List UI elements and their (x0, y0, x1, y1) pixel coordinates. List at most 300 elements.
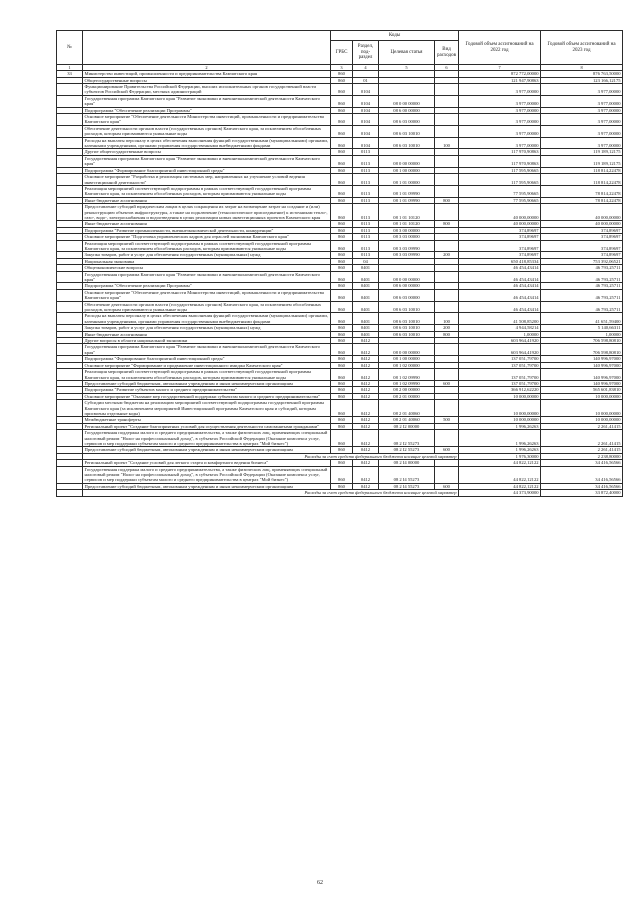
cell-name: Подпрограмма "Развитие промышленности, внешнеэкономической деятельности, конкуренции" (83, 227, 331, 233)
cell-name: Межбюджетные трансферты (83, 417, 331, 423)
cell-name: Государственная поддержка малого и среднего предпринимательства, а также физических лиц, применяющих специальный налоговый режим "Налог на профессиональный доход", в субъектах Российской Федерации (Оказание комплекса услуг, сервисов и мер поддержки субъектам малого и среднего предпринимательства в центрах "Мой бизнес") (83, 430, 331, 447)
cell-grbs: 860 (331, 400, 353, 417)
cell-rz: 0113 (353, 149, 379, 155)
cell-no (57, 271, 83, 283)
cell-name: Иные бюджетные ассигнования (83, 221, 331, 227)
cell-name: Подпрограмма "Развитие субъектов малого и среднего предпринимательства" (83, 387, 331, 393)
cell-v22: 44 822,12122 (459, 483, 541, 489)
cell-name: Министерство инвестиций, промышленности и предпринимательства Камчатского края (83, 71, 331, 77)
cell-rz: 0412 (353, 369, 379, 381)
cell-cs: 08 2 I2 55273 (379, 447, 435, 453)
cell-grbs: 860 (331, 221, 353, 227)
cell-v23: 119 189,12175 (541, 155, 623, 167)
cell-name: Субсидии местным бюджетам на реализацию мероприятий соответствующей подпрограммы государственной программы Камчатского края (за исключением мероприятий Инвестиционной программы Камчатского края и субсидий, которым присвоены отдельные коды) (83, 400, 331, 417)
cell-cs: 08 2 I2 55273 (379, 430, 435, 447)
cell-grbs: 860 (331, 155, 353, 167)
cell-name: Расходы за счет средств федерального бюджета носящие целевой характер (83, 490, 459, 496)
cell-v23: 10 000,00000 (541, 393, 623, 399)
cell-no (57, 137, 83, 149)
cell-grbs: 860 (331, 460, 353, 466)
table-row (57, 400, 623, 417)
col-number: 8 (541, 65, 623, 71)
cell-cs: 08 2 01 40060 (379, 400, 435, 417)
cell-v22: 10 000,00000 (459, 417, 541, 423)
table-row (57, 204, 623, 221)
cell-rz: 0104 (353, 125, 379, 137)
cell-grbs: 860 (331, 466, 353, 483)
cell-no (57, 369, 83, 381)
cell-name: Функционирование Правительства Российской Федерации, высших исполнительных органов государственной власти субъектов Российской Федерации, местных администраций (83, 84, 331, 96)
cell-v22: 374,89697 (459, 240, 541, 252)
cell-rz: 0412 (353, 362, 379, 368)
cell-name: Национальная экономика (83, 258, 331, 264)
cell-vr: 500 (435, 417, 459, 423)
table-row (57, 393, 623, 399)
cell-v23: 2 261,41415 (541, 447, 623, 453)
cell-name: Государственная программа Камчатского края "Развитие экономики и внешнеэкономической деятельности Камчатского края" (83, 95, 331, 107)
cell-grbs: 860 (331, 369, 353, 381)
cell-vr (435, 174, 459, 186)
cell-grbs: 860 (331, 283, 353, 289)
header-vol-2023: Годовой объем ассигнований на 2023 год (541, 31, 623, 65)
cell-rz: 0113 (353, 240, 379, 252)
cell-v23: 10 000,00000 (541, 417, 623, 423)
cell-cs: 08 0 00 00000 (379, 95, 435, 107)
cell-v22: 3 977,00000 (459, 95, 541, 107)
cell-name: Закупка товаров, работ и услуг для обеспечения государственных (муниципальных) нужд (83, 325, 331, 331)
cell-grbs: 860 (331, 258, 353, 264)
table-row (57, 137, 623, 149)
cell-no (57, 174, 83, 186)
table-row (57, 149, 623, 155)
table-row (57, 289, 623, 301)
cell-vr: 600 (435, 380, 459, 386)
cell-rz: 0412 (353, 466, 379, 483)
cell-no (57, 301, 83, 313)
cell-name: Подпрограмма "Обеспечение реализации Программы" (83, 283, 331, 289)
cell-no: 33 (57, 71, 83, 77)
cell-v23: 753 392,06521 (541, 258, 623, 264)
cell-v23: 123 166,12175 (541, 77, 623, 83)
cell-vr: 200 (435, 252, 459, 258)
cell-cs: 08 2 01 40060 (379, 417, 435, 423)
table-row (57, 252, 623, 258)
cell-name: Реализация мероприятий соответствующей подпрограммы в рамках соответствующей государственной программы Камчатского края, за исключением обособленных расходов, которым присваиваются уникальные коды (83, 240, 331, 252)
table-row (57, 227, 623, 233)
cell-rz: 0104 (353, 95, 379, 107)
cell-grbs: 860 (331, 137, 353, 149)
cell-cs: 08 1 00 00000 (379, 167, 435, 173)
cell-v22: 137 051,79700 (459, 356, 541, 362)
cell-v23: 34 416,56566 (541, 483, 623, 489)
cell-rz: 0412 (353, 417, 379, 423)
cell-no (57, 344, 83, 356)
cell-v22: 3 977,00000 (459, 84, 541, 96)
cell-name: Основное мероприятие "Обеспечение деятельности Министерства инвестиций, промышленности и предпринимательства Камчатского края" (83, 289, 331, 301)
col-number: 2 (83, 65, 331, 71)
cell-rz: 0113 (353, 197, 379, 203)
table-row (57, 380, 623, 386)
table-row (57, 240, 623, 252)
cell-v23: 3 977,00000 (541, 84, 623, 96)
cell-vr: 800 (435, 197, 459, 203)
cell-cs: 08 2 I4 55273 (379, 466, 435, 483)
cell-grbs: 860 (331, 71, 353, 77)
cell-rz: 0401 (353, 301, 379, 313)
cell-v22: 650 418,85334 (459, 258, 541, 264)
cell-cs: 08 1 02 00000 (379, 362, 435, 368)
cell-v22: 117 970,90863 (459, 149, 541, 155)
table-row (57, 447, 623, 453)
table-row (57, 301, 623, 313)
cell-rz: 0412 (353, 483, 379, 489)
cell-cs: 08 3 00 00000 (379, 227, 435, 233)
cell-v23: 876 763,50000 (541, 71, 623, 77)
cell-rz: 0401 (353, 313, 379, 325)
cell-rz: 0104 (353, 137, 379, 149)
cell-rz: 0412 (353, 344, 379, 356)
cell-cs: 08 1 01 10120 (379, 221, 435, 227)
cell-grbs: 860 (331, 447, 353, 453)
table-row (57, 460, 623, 466)
table-row (57, 362, 623, 368)
cell-v23: 40 000,00000 (541, 204, 623, 221)
cell-v22: 137 051,79700 (459, 380, 541, 386)
cell-rz: 0113 (353, 155, 379, 167)
cell-name: Обеспечение деятельности органов власти (государственных органов) Камчатского края, за исключением обособленных расходов, которым присваиваются уникальные коды (83, 301, 331, 313)
cell-grbs: 860 (331, 167, 353, 173)
cell-rz: 0412 (353, 460, 379, 466)
cell-rz: 0401 (353, 289, 379, 301)
cell-cs: 08 2 I4 00000 (379, 460, 435, 466)
col-number: 6 (435, 65, 459, 71)
cell-grbs: 860 (331, 387, 353, 393)
cell-v22: 1 976,30000 (459, 453, 541, 459)
header-tsel: Целевая статья (379, 41, 435, 65)
table-row (57, 283, 623, 289)
cell-v23: 34 416,56566 (541, 466, 623, 483)
cell-rz: 0401 (353, 331, 379, 337)
table-row (57, 325, 623, 331)
cell-rz: 0412 (353, 447, 379, 453)
cell-rz: 0104 (353, 84, 379, 96)
cell-no (57, 430, 83, 447)
cell-v22: 1 996,26263 (459, 423, 541, 429)
table-body (57, 71, 623, 496)
cell-v23: 46 793,25711 (541, 283, 623, 289)
cell-rz: 0401 (353, 265, 379, 271)
cell-name: Государственная программа Камчатского края "Развитие экономики и внешнеэкономической деятельности Камчатского края" (83, 155, 331, 167)
cell-grbs: 860 (331, 338, 353, 344)
cell-cs: 08 1 01 10120 (379, 204, 435, 221)
cell-v23: 374,89697 (541, 240, 623, 252)
cell-name: Основное мероприятие "Разработка и реализация системных мер, направленных на улучшение условий ведения инвестиционной деятельности" (83, 174, 331, 186)
cell-name: Подпрограмма "Формирование благоприятной инвестиционной среды" (83, 356, 331, 362)
cell-rz: 0113 (353, 174, 379, 186)
budget-table (56, 30, 623, 497)
cell-vr: 600 (435, 483, 459, 489)
cell-v23: 3 977,00000 (541, 137, 623, 149)
cell-grbs: 860 (331, 240, 353, 252)
cell-v22: 1 996,26263 (459, 430, 541, 447)
cell-name: Иные бюджетные ассигнования (83, 331, 331, 337)
cell-cs (379, 84, 435, 96)
cell-v23: 46 793,25711 (541, 301, 623, 313)
cell-grbs: 860 (331, 204, 353, 221)
cell-cs: 08 0 00 00000 (379, 344, 435, 356)
cell-v23: 140 996,97000 (541, 369, 623, 381)
cell-cs: 08 3 03 09990 (379, 240, 435, 252)
cell-name: Государственная программа Камчатского края "Развитие экономики и внешнеэкономической деятельности Камчатского края" (83, 344, 331, 356)
cell-rz: 0104 (353, 107, 379, 113)
cell-name: Обеспечение деятельности органов власти (государственных органов) Камчатского края, за исключением обособленных расходов, которым присваиваются уникальные коды (83, 125, 331, 137)
cell-v22: 137 051,79700 (459, 369, 541, 381)
cell-v23: 2 238,80000 (541, 453, 623, 459)
table-row (57, 331, 623, 337)
cell-vr (435, 125, 459, 137)
cell-v23: 140 996,97000 (541, 362, 623, 368)
cell-no (57, 125, 83, 137)
cell-v22: 10 000,00000 (459, 400, 541, 417)
table-row (57, 167, 623, 173)
cell-v22: 46 454,43414 (459, 271, 541, 283)
table-row (57, 84, 623, 96)
cell-grbs: 860 (331, 344, 353, 356)
cell-grbs: 860 (331, 84, 353, 96)
cell-rz: 0412 (353, 338, 379, 344)
cell-v23: 118 814,22478 (541, 167, 623, 173)
cell-v23: 5 140,66311 (541, 325, 623, 331)
cell-cs: 08 2 01 00000 (379, 393, 435, 399)
cell-name: Расходы на выплаты персоналу в целях обеспечения выполнения функций государственными (муниципальными) органами, казенными учреждениями, органами управления государственными внебюджетными фондами (83, 137, 331, 149)
cell-grbs: 860 (331, 393, 353, 399)
cell-cs: 08 1 01 09990 (379, 185, 435, 197)
table-row (57, 77, 623, 83)
cell-cs: 08 6 03 00000 (379, 114, 435, 126)
cell-no (57, 95, 83, 107)
cell-v22: 44 822,12122 (459, 466, 541, 483)
cell-rz: 0113 (353, 252, 379, 258)
cell-cs: 08 6 00 00000 (379, 283, 435, 289)
cell-grbs: 860 (331, 313, 353, 325)
cell-v22: 44 373,90000 (459, 490, 541, 496)
header-name (83, 31, 331, 65)
table-row (57, 221, 623, 227)
cell-vr (435, 400, 459, 417)
cell-v22: 3 977,00000 (459, 125, 541, 137)
cell-name: Предоставление субсидий юридическим лицам в целях сокращения их затрат на возмещение затрат на создание и (или) реконструкцию объектов инфраструктуры, а также на подключение (технологическое присоединение) к источникам тепло-, газо-, водо-, электроснабжения и водоотведения в целях реализации новых инвестиционных проектов Камчатского края (83, 204, 331, 221)
cell-rz: 0113 (353, 227, 379, 233)
cell-no (57, 84, 83, 96)
cell-cs: 08 6 00 00000 (379, 107, 435, 113)
cell-rz: 0104 (353, 114, 379, 126)
table-row (57, 107, 623, 113)
cell-v22: 77 595,90665 (459, 197, 541, 203)
cell-v23: 46 793,25711 (541, 265, 623, 271)
table-row (57, 114, 623, 126)
cell-no (57, 289, 83, 301)
cell-grbs: 860 (331, 325, 353, 331)
cell-v23: 374,89697 (541, 234, 623, 240)
page-number: 62 (317, 880, 323, 886)
cell-v22: 46 454,43414 (459, 301, 541, 313)
cell-v23: 3 977,00000 (541, 125, 623, 137)
cell-v22: 77 595,90665 (459, 185, 541, 197)
cell-v22: 117 595,90665 (459, 174, 541, 186)
col-number: 5 (379, 65, 435, 71)
table-row (57, 344, 623, 356)
table-row (57, 71, 623, 77)
cell-v23: 706 598,80810 (541, 338, 623, 344)
table-row (57, 174, 623, 186)
cell-grbs: 860 (331, 252, 353, 258)
cell-v22: 44 822,12122 (459, 460, 541, 466)
cell-v23: 118 814,22478 (541, 174, 623, 186)
cell-grbs: 860 (331, 301, 353, 313)
cell-v23: 706 598,80810 (541, 344, 623, 356)
cell-name: Реализация мероприятий соответствующей подпрограммы в рамках соответствующей государственной программы Камчатского края, за исключением обособленных расходов, которым присваиваются уникальные коды (83, 185, 331, 197)
cell-v22: 40 000,00000 (459, 221, 541, 227)
cell-v22: 3 977,00000 (459, 107, 541, 113)
col-number: 7 (459, 65, 541, 71)
cell-no (57, 466, 83, 483)
cell-cs: 08 6 03 10010 (379, 301, 435, 313)
cell-vr (435, 95, 459, 107)
cell-name: Предоставление субсидий бюджетным, автономным учреждениям и иным некоммерческим организациям (83, 447, 331, 453)
cell-v22: 366 912,62220 (459, 387, 541, 393)
cell-v23: 10 000,00000 (541, 400, 623, 417)
cell-v22: 41 508,85200 (459, 313, 541, 325)
cell-rz: 0401 (353, 283, 379, 289)
cell-v23: 46 793,25711 (541, 271, 623, 283)
header-codes: Коды (331, 31, 459, 41)
cell-v23: 46 793,25711 (541, 289, 623, 301)
cell-grbs: 860 (331, 227, 353, 233)
cell-name: Основное мероприятие "Обеспечение деятельности Министерства инвестиций, промышленности и предпринимательства Камчатского края" (83, 114, 331, 126)
cell-v23: 33 872,40000 (541, 490, 623, 496)
cell-grbs: 860 (331, 197, 353, 203)
cell-name: Государственная программа Камчатского края "Развитие экономики и внешнеэкономической деятельности Камчатского края" (83, 271, 331, 283)
cell-cs: 08 6 03 00000 (379, 289, 435, 301)
cell-v22: 121 947,90863 (459, 77, 541, 83)
cell-name: Предоставление субсидий бюджетным, автономным учреждениям и иным некоммерческим организациям (83, 380, 331, 386)
cell-cs: 08 1 01 00000 (379, 174, 435, 186)
cell-v22: 10 000,00000 (459, 393, 541, 399)
cell-v22: 46 454,43414 (459, 265, 541, 271)
cell-name: Региональный проект "Создание условий для легкого старта и комфортного ведения бизнеса" (83, 460, 331, 466)
cell-grbs: 860 (331, 125, 353, 137)
header-vol-2022: Годовой объем ассигнований на 2022 год (459, 31, 541, 65)
cell-v23: 78 814,22478 (541, 197, 623, 203)
cell-vr: 600 (435, 447, 459, 453)
cell-cs: 08 6 03 10010 (379, 125, 435, 137)
cell-rz: 0401 (353, 271, 379, 283)
table-row (57, 369, 623, 381)
table-row (57, 125, 623, 137)
cell-v22: 374,89697 (459, 234, 541, 240)
cell-cs: 08 0 00 00000 (379, 155, 435, 167)
cell-vr (435, 289, 459, 301)
cell-vr (435, 301, 459, 313)
cell-rz: 0412 (353, 430, 379, 447)
cell-rz: 0113 (353, 234, 379, 240)
table-row (57, 430, 623, 447)
table-row (57, 483, 623, 489)
cell-grbs: 860 (331, 380, 353, 386)
cell-v22: 1 996,26263 (459, 447, 541, 453)
table-row (57, 95, 623, 107)
cell-rz: 0113 (353, 204, 379, 221)
cell-no (57, 313, 83, 325)
cell-vr (435, 84, 459, 96)
cell-v23: 140 996,97000 (541, 380, 623, 386)
cell-name: Основное мероприятие "Оказание мер государственной поддержки субъектам малого и среднего предпринимательства" (83, 393, 331, 399)
cell-grbs: 860 (331, 77, 353, 83)
table-row (57, 197, 623, 203)
table-row (57, 265, 623, 271)
cell-v22: 872 772,00000 (459, 71, 541, 77)
table-row (57, 466, 623, 483)
cell-cs: 08 1 01 09990 (379, 197, 435, 203)
cell-v22: 603 964,41920 (459, 338, 541, 344)
cell-v23: 119 189,12175 (541, 149, 623, 155)
cell-v23: 140 996,97000 (541, 356, 623, 362)
cell-name: Другие вопросы в области национальной экономики (83, 338, 331, 344)
cell-cs: 08 2 00 00000 (379, 387, 435, 393)
cell-v23: 3 977,00000 (541, 107, 623, 113)
cell-v23: 565 601,83810 (541, 387, 623, 393)
cell-name: Общегосударственные вопросы (83, 77, 331, 83)
cell-grbs: 860 (331, 331, 353, 337)
cell-v22: 3 977,00000 (459, 137, 541, 149)
cell-cs: 08 0 00 00000 (379, 271, 435, 283)
cell-vr: 100 (435, 313, 459, 325)
cell-cs: 08 2 I2 00000 (379, 423, 435, 429)
cell-grbs: 860 (331, 483, 353, 489)
cell-rz: 0412 (353, 423, 379, 429)
header-vid: Вид расходов (435, 41, 459, 65)
cell-v22: 117 970,90863 (459, 155, 541, 167)
cell-grbs: 860 (331, 149, 353, 155)
cell-grbs: 860 (331, 430, 353, 447)
cell-name: Подпрограмма "Обеспечение реализации Программы" (83, 107, 331, 113)
cell-rz: 0412 (353, 400, 379, 417)
col-number: 4 (353, 65, 379, 71)
cell-grbs: 860 (331, 114, 353, 126)
cell-v22: 374,89697 (459, 252, 541, 258)
cell-name: Иные бюджетные ассигнования (83, 197, 331, 203)
cell-grbs: 860 (331, 107, 353, 113)
federal-subtotal-row (57, 490, 623, 496)
cell-name: Расходы за счет средств федерального бюджета носящие целевой характер (83, 453, 459, 459)
cell-v23: 1,00000 (541, 331, 623, 337)
cell-rz: 0113 (353, 167, 379, 173)
cell-vr (435, 185, 459, 197)
cell-v23: 34 416,56566 (541, 460, 623, 466)
cell-name: Предоставление субсидий бюджетным, автономным учреждениям и иным некоммерческим организациям (83, 483, 331, 489)
cell-grbs: 860 (331, 234, 353, 240)
cell-grbs: 860 (331, 417, 353, 423)
cell-v22: 46 454,43414 (459, 283, 541, 289)
cell-v23: 2 261,41415 (541, 423, 623, 429)
cell-rz: 0113 (353, 185, 379, 197)
cell-v23: 41 651,59400 (541, 313, 623, 325)
cell-name: Региональный проект "Создание благоприятных условий для осуществления деятельности самозанятыми гражданами" (83, 423, 331, 429)
cell-vr: 800 (435, 331, 459, 337)
table-row (57, 313, 623, 325)
cell-no (57, 400, 83, 417)
header-grbs: ГРБС (331, 41, 353, 65)
